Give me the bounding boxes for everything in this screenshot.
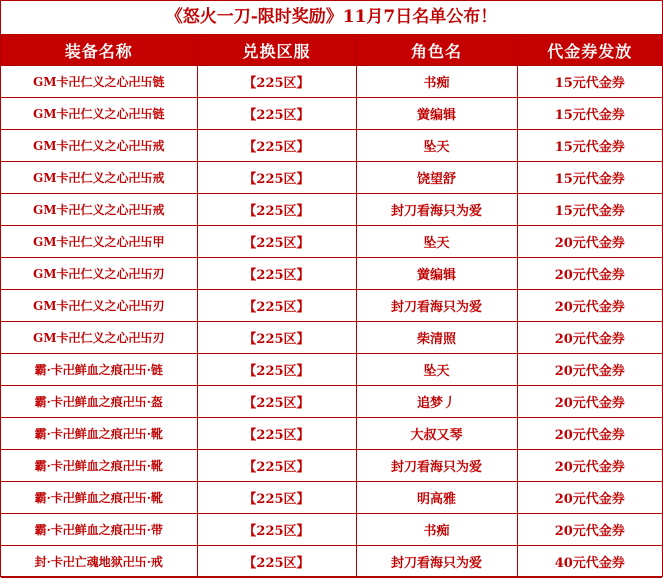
role-name-cell: 封刀看海只为爱 — [356, 546, 517, 578]
role-name-cell: 坠天 — [356, 226, 517, 258]
role-name-cell: 大叔又琴 — [356, 418, 517, 450]
item-name-cell: 霸·卡卍鲜血之痕卍卐·靴 — [1, 418, 197, 450]
item-name-cell: 霸·卡卍鲜血之痕卍卐·链 — [1, 354, 197, 386]
role-name-cell: 封刀看海只为爱 — [356, 450, 517, 482]
server-cell: 【225区】 — [197, 514, 356, 546]
reward-cell: 20元代金券 — [517, 322, 662, 354]
table-row — [1, 482, 662, 514]
table-header-row — [1, 35, 662, 66]
table-row — [1, 322, 662, 354]
server-cell: 【225区】 — [197, 66, 356, 98]
table-row — [1, 354, 662, 386]
header-reward: 代金券发放 — [517, 35, 662, 66]
table-row — [1, 194, 662, 226]
table-row — [1, 290, 662, 322]
table-row — [1, 386, 662, 418]
reward-cell: 20元代金券 — [517, 354, 662, 386]
server-cell: 【225区】 — [197, 418, 356, 450]
server-cell: 【225区】 — [197, 450, 356, 482]
role-name-cell: 明高雅 — [356, 482, 517, 514]
server-cell: 【225区】 — [197, 258, 356, 290]
item-name-cell: GM卡卍仁义之心卍卐链 — [1, 66, 197, 98]
server-cell: 【225区】 — [197, 130, 356, 162]
table-body — [1, 66, 662, 578]
role-name-cell: 饶望舒 — [356, 162, 517, 194]
item-name-cell: GM卡卍仁义之心卍卐戒 — [1, 130, 197, 162]
table-row — [1, 546, 662, 578]
item-name-cell: GM卡卍仁义之心卍卐戒 — [1, 194, 197, 226]
item-name-cell: GM卡卍仁义之心卍卐刃 — [1, 258, 197, 290]
reward-cell: 15元代金券 — [517, 66, 662, 98]
reward-cell: 20元代金券 — [517, 226, 662, 258]
server-cell: 【225区】 — [197, 322, 356, 354]
page-title: 《怒火一刀-限时奖励》11月7日名单公布！ — [1, 1, 662, 35]
server-cell: 【225区】 — [197, 226, 356, 258]
reward-cell: 20元代金券 — [517, 418, 662, 450]
server-cell: 【225区】 — [197, 162, 356, 194]
role-name-cell: 书痴 — [356, 66, 517, 98]
reward-cell: 40元代金券 — [517, 546, 662, 578]
item-name-cell: GM卡卍仁义之心卍卐刃 — [1, 322, 197, 354]
item-name-cell: GM卡卍仁义之心卍卐甲 — [1, 226, 197, 258]
reward-table — [1, 35, 662, 578]
role-name-cell: 黉编辑 — [356, 98, 517, 130]
role-name-cell: 坠天 — [356, 130, 517, 162]
item-name-cell: GM卡卍仁义之心卍卐刃 — [1, 290, 197, 322]
server-cell: 【225区】 — [197, 354, 356, 386]
reward-cell: 15元代金券 — [517, 130, 662, 162]
reward-cell: 20元代金券 — [517, 290, 662, 322]
role-name-cell: 封刀看海只为爱 — [356, 194, 517, 226]
role-name-cell: 追梦丿 — [356, 386, 517, 418]
server-cell: 【225区】 — [197, 386, 356, 418]
reward-cell: 20元代金券 — [517, 258, 662, 290]
header-role-name: 角色名 — [356, 35, 517, 66]
reward-cell: 20元代金券 — [517, 450, 662, 482]
item-name-cell: 霸·卡卍鲜血之痕卍卐·靴 — [1, 482, 197, 514]
table-row — [1, 130, 662, 162]
role-name-cell: 黉编辑 — [356, 258, 517, 290]
server-cell: 【225区】 — [197, 290, 356, 322]
item-name-cell: GM卡卍仁义之心卍卐链 — [1, 98, 197, 130]
reward-cell: 20元代金券 — [517, 514, 662, 546]
role-name-cell: 柴清照 — [356, 322, 517, 354]
reward-cell: 20元代金券 — [517, 482, 662, 514]
item-name-cell: 霸·卡卍鲜血之痕卍卐·盔 — [1, 386, 197, 418]
server-cell: 【225区】 — [197, 546, 356, 578]
server-cell: 【225区】 — [197, 194, 356, 226]
item-name-cell: 霸·卡卍鲜血之痕卍卐·带 — [1, 514, 197, 546]
role-name-cell: 封刀看海只为爱 — [356, 290, 517, 322]
table-row — [1, 226, 662, 258]
server-cell: 【225区】 — [197, 98, 356, 130]
reward-cell: 15元代金券 — [517, 162, 662, 194]
role-name-cell: 书痴 — [356, 514, 517, 546]
table-row — [1, 66, 662, 98]
role-name-cell: 坠天 — [356, 354, 517, 386]
table-row — [1, 258, 662, 290]
table-row — [1, 450, 662, 482]
item-name-cell: 霸·卡卍鲜血之痕卍卐·靴 — [1, 450, 197, 482]
reward-cell: 15元代金券 — [517, 194, 662, 226]
table-row — [1, 98, 662, 130]
header-server: 兑换区服 — [197, 35, 356, 66]
reward-cell: 20元代金券 — [517, 386, 662, 418]
table-row — [1, 514, 662, 546]
table-row — [1, 162, 662, 194]
item-name-cell: GM卡卍仁义之心卍卐戒 — [1, 162, 197, 194]
reward-cell: 15元代金券 — [517, 98, 662, 130]
header-item-name: 装备名称 — [1, 35, 197, 66]
table-row — [1, 418, 662, 450]
item-name-cell: 封·卡卍亡魂地狱卍卐·戒 — [1, 546, 197, 578]
server-cell: 【225区】 — [197, 482, 356, 514]
